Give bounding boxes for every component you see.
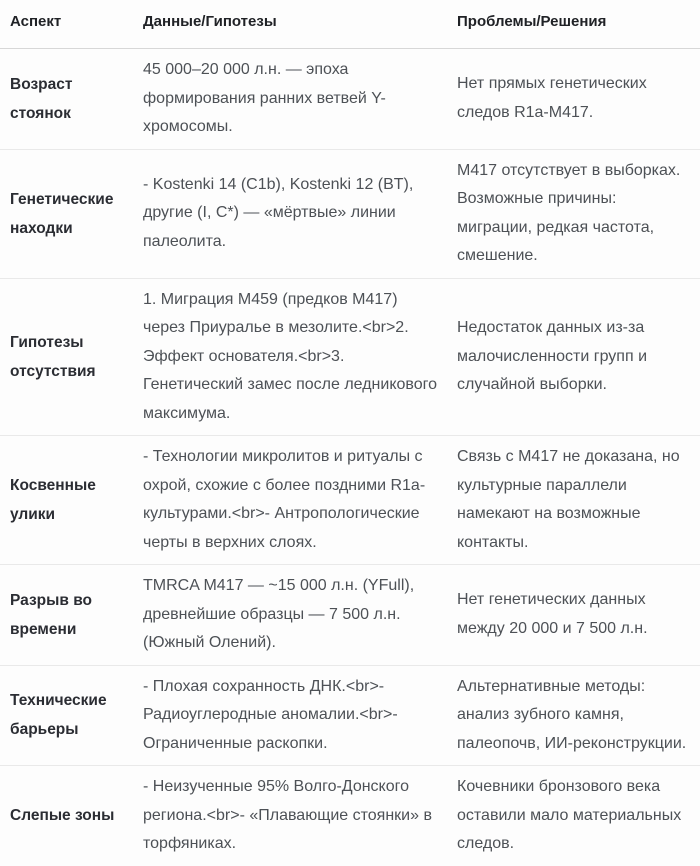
data-cell: - Kostenki 14 (C1b), Kostenki 12 (BT), другие (I, C*) — «мёртвые» линии палеолита. (143, 149, 457, 278)
table-header (0, 0, 700, 49)
data-cell: - Технологии микролитов и ритуалы с охрой, схожие с более поздними R1a-культурами.<br>- Антропологические черты в верхних слоях. (143, 436, 457, 565)
table-row (0, 436, 700, 565)
problems-cell: M417 отсутствует в выборках. Возможные причины: миграции, редкая частота, смешение. (457, 149, 700, 278)
aspect-cell: Возраст стоянок (0, 49, 143, 150)
problems-cell: Нет прямых генетических следов R1a-M417. (457, 49, 700, 150)
aspect-cell: Гипотезы отсутствия (0, 278, 143, 436)
table-body (0, 49, 700, 866)
aspect-cell: Технические барьеры (0, 665, 143, 766)
table-row (0, 149, 700, 278)
column-header-aspect: Аспект (0, 0, 143, 49)
aspect-cell: Слепые зоны (10, 807, 115, 825)
data-cell: 45 000–20 000 л.н. — эпоха формирования ранних ветвей Y-хромосомы. (143, 49, 457, 150)
data-cell: TMRCA M417 — ~15 000 л.н. (YFull), древнейшие образцы — 7 500 л.н. (Южный Олений). (143, 565, 457, 666)
table-row (0, 665, 700, 766)
column-header-data-hypotheses: Данные/Гипотезы (143, 0, 457, 49)
column-header-problems-solutions: Проблемы/Решения (457, 0, 700, 49)
aspect-cell: Разрыв во времени (0, 565, 143, 666)
problems-cell: Нет генетических данных между 20 000 и 7 500 л.н. (457, 565, 700, 666)
table-row (0, 766, 700, 866)
data-cell: - Неизученные 95% Волго-Донского региона.<br>- «Плавающие стоянки» в торфяниках. (143, 778, 432, 852)
data-cell: - Плохая сохранность ДНК.<br>- Радиоуглеродные аномалии.<br>- Ограниченные раскопки. (143, 665, 457, 766)
aspect-cell: Генетические находки (0, 149, 143, 278)
problems-cell: Альтернативные методы: анализ зубного камня, палеопочв, ИИ-реконструкции. (457, 665, 700, 766)
data-cell: 1. Миграция M459 (предков M417) через Приуралье в мезолите.<br>2. Эффект основателя.<br>3. Генетический замес после ледникового максимума. (143, 278, 457, 436)
problems-cell: Недостаток данных из-за малочисленности групп и случайной выборки. (457, 278, 700, 436)
problems-cell: Связь с M417 не доказана, но культурные параллели намекают на возможные контакты. (457, 436, 700, 565)
problems-cell: Кочевники бронзового века оставили мало материальных следов. (457, 778, 682, 852)
table-row (0, 49, 700, 150)
table-row (0, 278, 700, 436)
aspect-cell: Косвенные улики (0, 436, 143, 565)
table-row (0, 565, 700, 666)
header-row (0, 0, 700, 49)
